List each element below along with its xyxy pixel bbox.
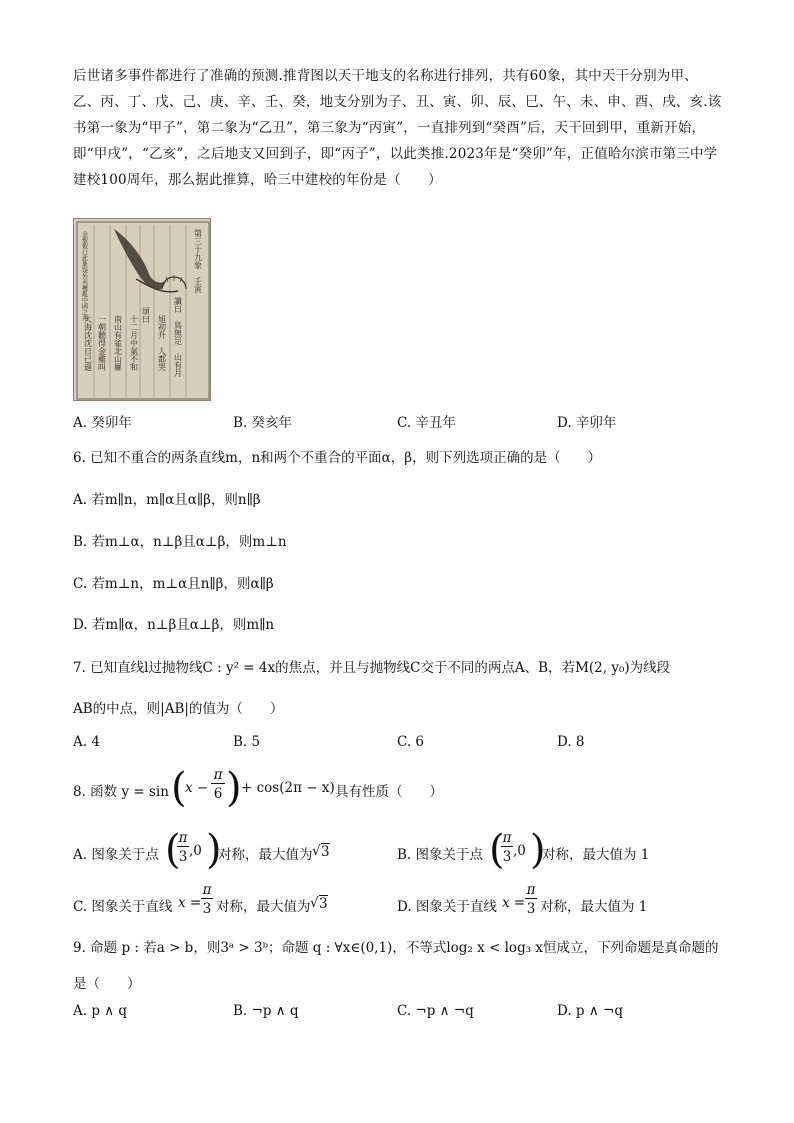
q9-option-d: D. p ∧ ¬q: [557, 1003, 623, 1019]
q8-option-a: A. 图象关于点 ( π 3 ,0 ) 对称，最大值为 √ 3: [73, 827, 330, 873]
q7-option-b: B. 5: [233, 734, 261, 750]
q5-option-c: C. 辛丑年: [397, 415, 456, 431]
q9-option-a: A. p ∧ q: [73, 1003, 128, 1019]
question-9-line-1: 9. 命题 p : 若a > b，则3ᵃ > 3ᵇ；命题 q : ∀x∈(0,1)，不等式log₂ x < log₃ x恒成立，下列命题是真命题的: [73, 940, 719, 956]
figure-col-6a: 一朝聽得金雞叫: [97, 315, 107, 371]
figure-col-3: 旭初升 人都哭: [157, 315, 167, 371]
q5-option-b: B. 癸亥年: [233, 415, 293, 431]
q9-option-c: C. ¬p ∧ ¬q: [397, 1003, 474, 1019]
q8-stem-x: x −: [185, 780, 209, 796]
q6-option-b: B. 若m⊥α，n⊥β且α⊥β，则m⊥n: [73, 534, 287, 550]
q8-stem-suffix: 具有性质（ ）: [335, 784, 443, 800]
q7-option-a: A. 4: [73, 734, 100, 750]
question-7-line-2: AB的中点，则|AB|的值为（ ）: [73, 701, 284, 717]
q8-pi: π: [211, 767, 225, 784]
tuibeitu-figure: [73, 218, 211, 401]
q6-option-c: C. 若m⊥n，m⊥α且n∥β，则α∥β: [73, 576, 274, 592]
q8-cos: + cos(2π − x): [241, 780, 335, 796]
figure-col-5b: 南山有雀北山羅: [113, 315, 123, 371]
figure-left-col: 金聖歎曰此象疑外夷擾亂中國之兆: [80, 231, 88, 321]
q8-option-d: D. 图象关于直线 x = π 3 对称，最大值为 1: [397, 882, 648, 917]
q5-option-a: A. 癸卯年: [73, 415, 132, 431]
q8-option-b: B. 图象关于点 ( π 3 ,0 ) 对称，最大值为 1: [397, 827, 650, 873]
question-9-line-2: 是（ ）: [73, 976, 141, 992]
q5-option-d: D. 辛卯年: [557, 415, 617, 431]
figure-col-2: 讖曰 鳥無足 山有月: [173, 297, 183, 377]
tuibeitu-image: [74, 219, 211, 401]
question-8-stem: 8. 函数 y = sin ( x − π 6 ) + cos(2π − x) 具有性质（ ）: [73, 765, 443, 811]
q8-six: 6: [213, 786, 223, 802]
q6-option-d: D. 若m∥α，n⊥β且α⊥β，则m∥n: [73, 617, 275, 633]
figure-title-col: 第三十九象 壬寅: [193, 229, 203, 293]
q9-option-b: B. ¬p ∧ q: [233, 1003, 299, 1019]
q8-stem-prefix: 8. 函数 y = sin: [73, 784, 169, 800]
figure-col-4: 頌曰: [141, 307, 151, 323]
question-5-text: 后世诸多事件都进行了准确的预测.推背图以天干地支的名称进行排列，共有60象，其中天干分别为甲、乙、丙、丁、戊、己、庚、辛、壬、癸，地支分别为子、丑、寅、卯、辰、巳、午、未、申、酉、戌、亥.该书第一象为“甲子”，第二象为“乙丑”，第三象为“丙寅”，一直排列到“癸酉”后，天干回到甲，重新开始，即“甲戌”，“乙亥”，之后地支又回到子，即“丙子”，以此类推.2023年是“癸卯”年，正值哈尔滨市第三中学建校100周年，那么据此推算，哈三中建校的年份是（ ）: [73, 68, 722, 188]
figure-col-6b: 大海沈沈日已過: [83, 315, 93, 371]
q7-option-c: C. 6: [397, 734, 425, 750]
q8-option-c: C. 图象关于直线 x = π 3 对称，最大值为 √ 3: [73, 882, 328, 917]
question-7-line-1: 7. 已知直线l过抛物线C : y² = 4x的焦点，并且与抛物线C交于不同的两点A、B，若M(2, y₀)为线段: [73, 660, 671, 676]
q7-option-d: D. 8: [557, 734, 585, 750]
q6-option-a: A. 若m∥n，m∥α且α∥β，则n∥β: [73, 492, 261, 508]
figure-col-5a: 十二月中氣不和: [129, 315, 139, 371]
question-6-stem: 6. 已知不重合的两条直线m，n和两个不重合的平面α，β，则下列选项正确的是（ ）: [73, 450, 602, 466]
